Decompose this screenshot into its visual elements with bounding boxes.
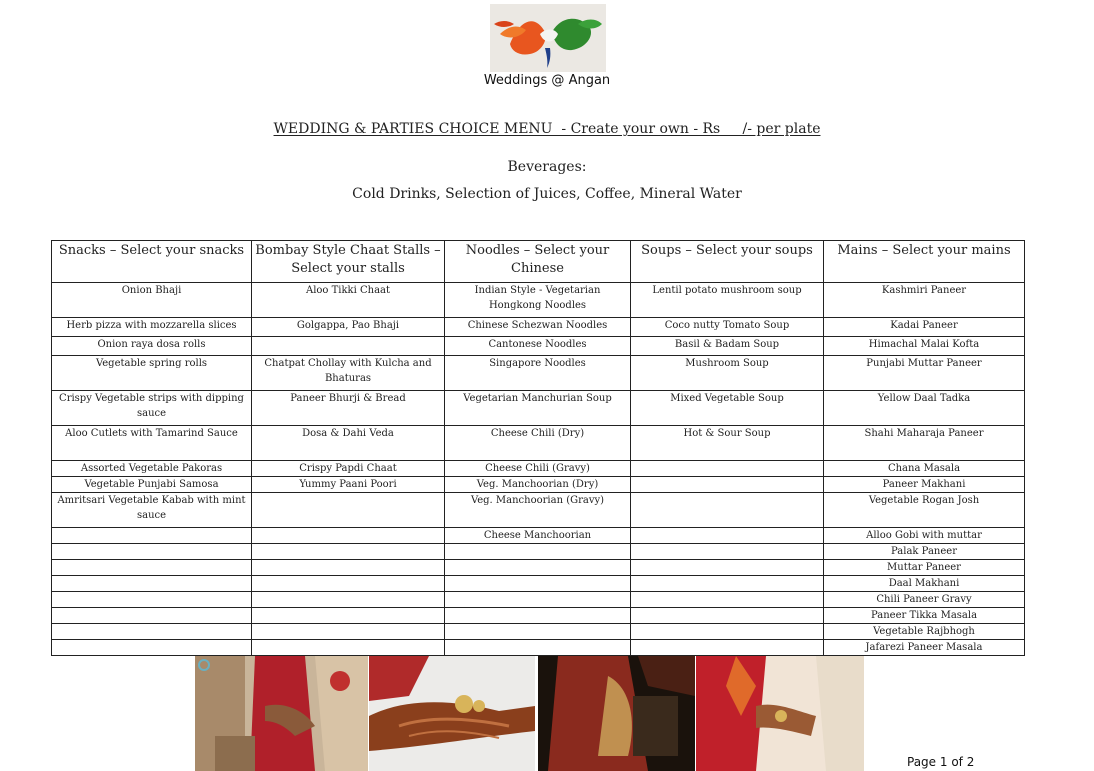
column-header-snacks: Snacks – Select your snacks [52,241,252,283]
beverages-list: Cold Drinks, Selection of Juices, Coffee, Mineral Water [352,186,742,202]
table-cell [445,544,631,560]
table-cell [52,608,252,624]
table-cell [252,493,445,528]
table-cell: Indian Style - Vegetarian Hongkong Noodles [445,283,631,318]
table-cell [252,544,445,560]
table-row [52,283,1025,318]
table-cell: Vegetable Rajbhogh [824,624,1025,640]
table-cell: Himachal Malai Kofta [824,337,1025,356]
table-cell [252,592,445,608]
menu-table [51,240,1025,656]
table-cell [252,576,445,592]
table-cell [252,560,445,576]
table-cell [445,608,631,624]
henna-hands-photo [369,656,535,771]
table-cell: Dosa & Dahi Veda [252,426,445,461]
table-row [52,337,1025,356]
table-cell [445,592,631,608]
table-cell: Crispy Papdi Chaat [252,461,445,477]
table-row [52,356,1025,391]
table-cell: Yellow Daal Tadka [824,391,1025,426]
table-cell: Jafarezi Paneer Masala [824,640,1025,656]
table-cell: Golgappa, Pao Bhaji [252,318,445,337]
table-cell: Singapore Noodles [445,356,631,391]
table-cell [445,560,631,576]
table-cell [445,624,631,640]
table-header-row [52,241,1025,283]
table-cell: Kadai Paneer [824,318,1025,337]
table-row [52,608,1025,624]
table-row [52,477,1025,493]
table-row [52,426,1025,461]
table-cell [445,576,631,592]
table-cell: Punjabi Muttar Paneer [824,356,1025,391]
table-cell: Amritsari Vegetable Kabab with mint sauce [52,493,252,528]
table-cell: Onion raya dosa rolls [52,337,252,356]
table-cell [631,461,824,477]
table-cell [631,624,824,640]
table-row [52,544,1025,560]
bridal-attire-photo [538,656,695,771]
table-row [52,493,1025,528]
table-cell [631,576,824,592]
table-cell: Crispy Vegetable strips with dipping sauce [52,391,252,426]
table-cell: Aloo Cutlets with Tamarind Sauce [52,426,252,461]
table-cell: Alloo Gobi with muttar [824,528,1025,544]
table-cell [252,624,445,640]
table-cell: Aloo Tikki Chaat [252,283,445,318]
table-cell: Vegetable Punjabi Samosa [52,477,252,493]
table-cell: Hot & Sour Soup [631,426,824,461]
table-cell [445,640,631,656]
table-cell: Assorted Vegetable Pakoras [52,461,252,477]
table-cell [631,493,824,528]
menu-title-text: WEDDING & PARTIES CHOICE MENU - Create your own - Rs /- per plate [273,121,821,137]
table-cell [631,477,824,493]
table-cell: Cantonese Noodles [445,337,631,356]
table-cell [52,624,252,640]
table-cell: Chana Masala [824,461,1025,477]
table-cell [631,560,824,576]
table-cell: Mushroom Soup [631,356,824,391]
table-cell: Cheese Chili (Gravy) [445,461,631,477]
table-cell: Daal Makhani [824,576,1025,592]
table-cell: Chatpat Chollay with Kulcha and Bhaturas [252,356,445,391]
table-row [52,576,1025,592]
table-cell: Paneer Bhurji & Bread [252,391,445,426]
table-row [52,461,1025,477]
table-cell [631,544,824,560]
table-cell: Vegetable Rogan Josh [824,493,1025,528]
table-cell [52,544,252,560]
table-cell [52,560,252,576]
couple-hands-photo [696,656,864,771]
table-cell [52,592,252,608]
brand-name: Weddings @ Angan [483,73,611,88]
table-cell [252,640,445,656]
table-cell: Cheese Manchoorian [445,528,631,544]
table-cell: Paneer Tikka Masala [824,608,1025,624]
table-cell [631,592,824,608]
table-cell [252,528,445,544]
menu-title [0,121,1094,137]
beverages-heading: Beverages: [507,159,587,175]
table-cell: Kashmiri Paneer [824,283,1025,318]
table-cell: Chinese Schezwan Noodles [445,318,631,337]
table-cell: Basil & Badam Soup [631,337,824,356]
table-cell [631,608,824,624]
table-row [52,528,1025,544]
column-header-soups: Soups – Select your soups [631,241,824,283]
table-cell: Palak Paneer [824,544,1025,560]
table-cell: Vegetable spring rolls [52,356,252,391]
table-row [52,318,1025,337]
table-cell [52,576,252,592]
logo [490,4,606,72]
table-row [52,560,1025,576]
table-row [52,391,1025,426]
table-cell [631,528,824,544]
table-cell: Chili Paneer Gravy [824,592,1025,608]
table-row [52,640,1025,656]
bridal-hands-photo [195,656,368,771]
table-cell [52,528,252,544]
table-cell: Muttar Paneer [824,560,1025,576]
table-cell: Lentil potato mushroom soup [631,283,824,318]
logo-splash-image [490,4,606,72]
page-number: Page 1 of 2 [907,755,975,769]
table-row [52,592,1025,608]
table-cell: Veg. Manchoorian (Dry) [445,477,631,493]
table-cell: Coco nutty Tomato Soup [631,318,824,337]
table-cell: Vegetarian Manchurian Soup [445,391,631,426]
table-cell [631,640,824,656]
table-cell: Cheese Chili (Dry) [445,426,631,461]
table-cell: Yummy Paani Poori [252,477,445,493]
table-cell: Shahi Maharaja Paneer [824,426,1025,461]
table-row [52,624,1025,640]
table-cell: Herb pizza with mozzarella slices [52,318,252,337]
table-cell: Veg. Manchoorian (Gravy) [445,493,631,528]
table-cell [252,337,445,356]
column-header-chaat: Bombay Style Chaat Stalls – Select your stalls [252,241,445,283]
table-cell [252,608,445,624]
table-cell: Onion Bhaji [52,283,252,318]
table-cell: Mixed Vegetable Soup [631,391,824,426]
table-cell [52,640,252,656]
column-header-mains: Mains – Select your mains [824,241,1025,283]
column-header-noodles: Noodles – Select your Chinese [445,241,631,283]
table-cell: Paneer Makhani [824,477,1025,493]
